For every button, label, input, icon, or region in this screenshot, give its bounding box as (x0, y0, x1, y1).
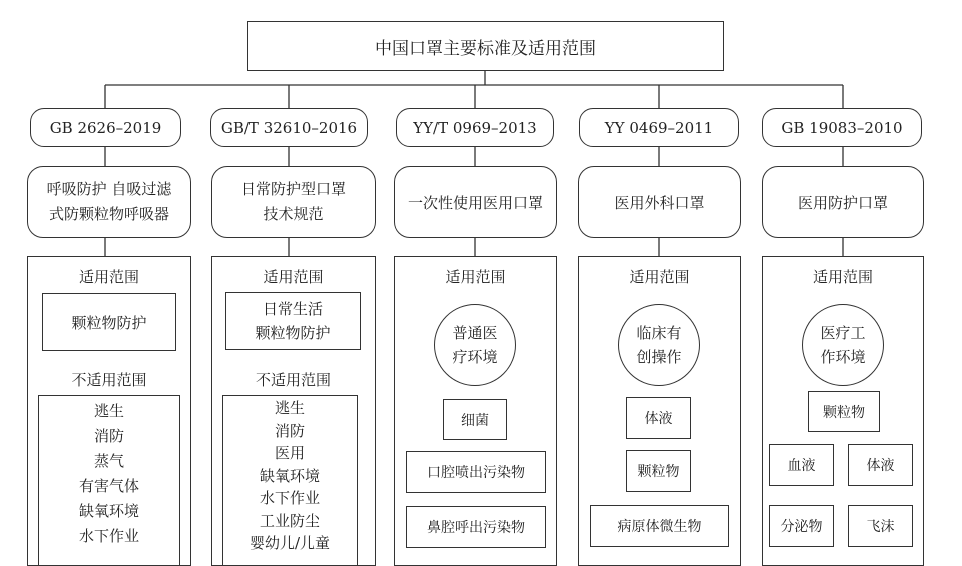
protection-item: 病原体微生物 (590, 505, 729, 547)
protection-item: 颗粒物 (626, 450, 691, 492)
protection-item: 口腔喷出污染物 (406, 451, 546, 493)
protection-item: 颗粒物 (808, 391, 880, 432)
title-text: 中国口罩主要标准及适用范围 (375, 38, 596, 59)
standard-name-yy0469: 医用外科口罩 (578, 166, 741, 238)
applicable-label: 适用范围 (445, 268, 506, 286)
not-applicable-label: 不适用范围 (255, 371, 331, 389)
list-item: 蒸气 (93, 452, 124, 470)
list-item: 有害气体 (78, 477, 139, 495)
list-item: 缺氧环境 (259, 466, 320, 485)
protection-item: 分泌物 (769, 505, 834, 547)
standard-pill-yy0469: YY 0469–2011 (579, 108, 739, 147)
list-item: 水下作业 (259, 489, 320, 507)
standard-pill-gb19083: GB 19083–2010 (762, 108, 922, 147)
standard-name-gbt32610: 日常防护型口罩 技术规范 (211, 166, 376, 238)
protection-item: 飞沫 (848, 505, 913, 547)
standard-pill-gb2626: GB 2626–2019 (30, 108, 181, 147)
standard-pill-yyt0969: YY/T 0969–2013 (396, 108, 554, 147)
protection-item: 血液 (769, 444, 834, 486)
list-item: 消防 (274, 421, 305, 440)
standard-name-yyt0969: 一次性使用医用口罩 (394, 166, 557, 238)
applicable-label: 适用范围 (263, 268, 324, 286)
applicable-label: 适用范围 (629, 268, 690, 286)
protection-item: 细菌 (443, 399, 507, 440)
diagram-title (247, 21, 724, 71)
environment-circle: 普通医 疗环境 (434, 304, 516, 386)
standard-pill-gbt32610: GB/T 32610–2016 (210, 108, 368, 147)
not-applicable-label: 不适用范围 (71, 371, 147, 389)
list-item: 医用 (274, 444, 305, 462)
list-item: 水下作业 (78, 527, 139, 545)
environment-circle: 临床有 创操作 (618, 304, 700, 386)
environment-circle: 医疗工 作环境 (802, 304, 884, 386)
list-item: 缺氧环境 (78, 502, 139, 520)
list-item: 婴幼儿/儿童 (249, 534, 331, 552)
standard-name-gb19083: 医用防护口罩 (762, 166, 924, 238)
list-item: 工业防尘 (259, 511, 320, 530)
applicable-label: 适用范围 (812, 268, 873, 286)
list-item: 逃生 (274, 399, 305, 417)
standard-name-gb2626: 呼吸防护 自吸过滤 式防颗粒物呼吸器 (27, 166, 191, 238)
list-item: 逃生 (93, 402, 124, 420)
not-applicable-list (222, 395, 358, 565)
applicable-item: 日常生活 颗粒物防护 (225, 292, 361, 350)
applicable-item: 颗粒物防护 (42, 293, 176, 351)
not-applicable-list (38, 395, 180, 565)
protection-item: 鼻腔呼出污染物 (406, 506, 546, 548)
protection-item: 体液 (848, 444, 913, 486)
list-item: 消防 (93, 427, 124, 445)
protection-item: 体液 (626, 397, 691, 439)
applicable-label: 适用范围 (78, 268, 139, 286)
